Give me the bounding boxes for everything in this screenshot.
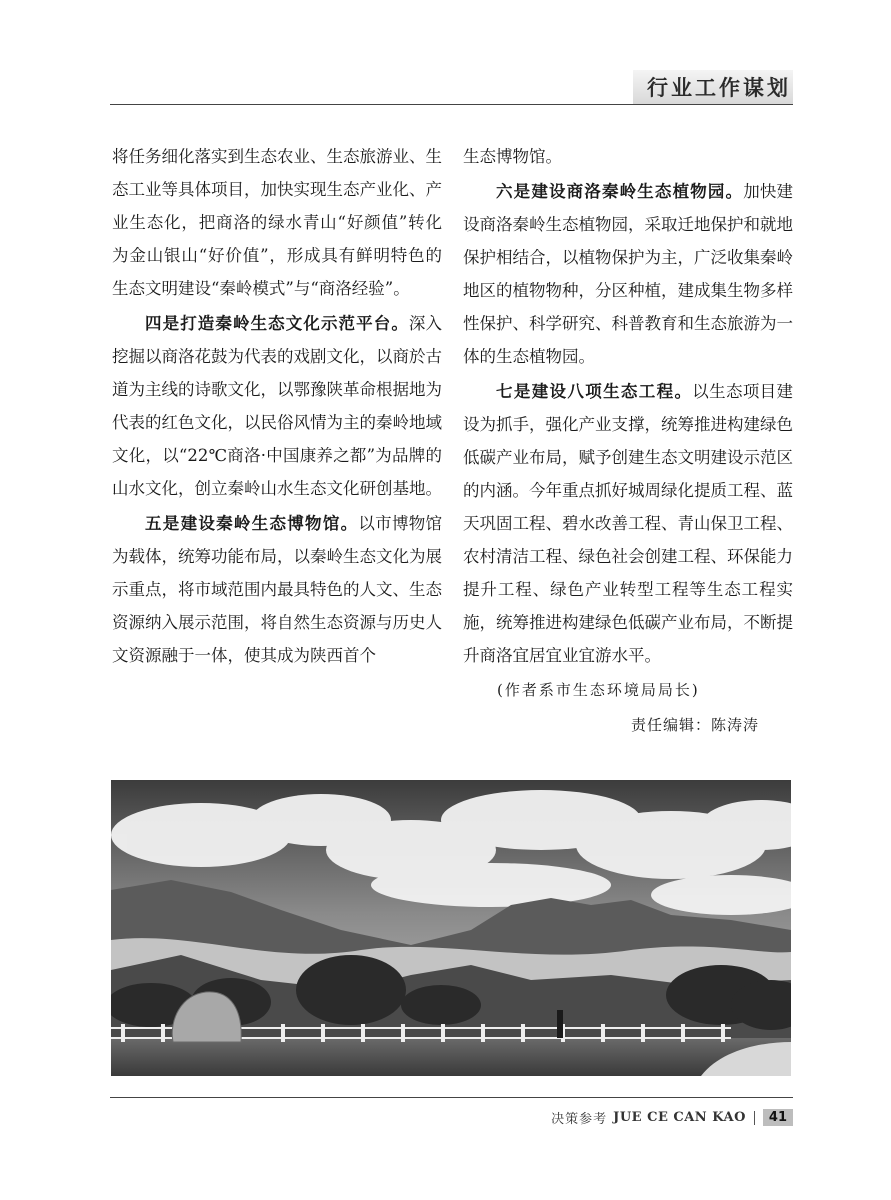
paragraph: 将任务细化落实到生态农业、生态旅游业、生态工业等具体项目，加快实现生态产业化、产业生态化，把商洛的绿水青山“好颜值”转化为金山银山“好价值”，形成具有鲜明特色的生态文明建设“秦岭模式”与“商洛经验”。 — [112, 147, 442, 298]
paragraph-body: 深入挖掘以商洛花鼓为代表的戏剧文化，以商於古道为主线的诗歌文化，以鄂豫陕革命根据地为代表的红色文化，以民俗风情为主的秦岭地域文化，以“22℃商洛·中国康养之都”为品牌的山水文化，创立秦岭山水生态文化研创基地。 — [112, 314, 442, 498]
footer-divider — [110, 1097, 793, 1098]
right-column — [463, 140, 793, 744]
paragraph-lead: 四是打造秦岭生态文化示范平台。 — [145, 314, 409, 333]
section-title: 行业工作谋划 — [647, 76, 791, 100]
magazine-name-latin: JUE CE CAN KAO — [613, 1110, 746, 1125]
paragraph-body: 以市博物馆为载体，统筹功能布局，以秦岭生态文化为展示重点，将市域范围内最具特色的人文、生态资源纳入展示范围，将自然生态资源与历史人文资源融于一体，使其成为陕西首个 — [112, 514, 442, 665]
page-number: 41 — [763, 1109, 793, 1126]
paragraph: 生态博物馆。 — [463, 147, 562, 166]
paragraph-lead: 五是建设秦岭生态博物馆。 — [145, 514, 359, 533]
editor-credit: 责任编辑：陈涛涛 — [630, 716, 759, 734]
magazine-name: 决策参考 — [551, 1112, 608, 1127]
paragraph-body: 加快建设商洛秦岭生态植物园，采取迁地保护和就地保护相结合，以植物保护为主，广泛收集秦岭地区的植物物种，分区种植，建成集生物多样性保护、科学研究、科普教育和生态旅游为一体的生态植物园。 — [463, 182, 793, 366]
paragraph — [112, 507, 442, 672]
header-divider — [110, 104, 793, 105]
footer-separator — [754, 1111, 755, 1125]
paragraph — [463, 375, 793, 672]
mountain-landscape-photo — [111, 780, 791, 1076]
paragraph-lead: 七是建设八项生态工程。 — [496, 382, 693, 401]
paragraph — [463, 175, 793, 373]
author-byline: (作者系市生态环境局局长) — [497, 681, 700, 699]
paragraph-body: 以生态项目建设为抓手，强化产业支撑，统筹推进构建绿色低碳产业布局，赋予创建生态文明建设示范区的内涵。今年重点抓好城周绿化提质工程、蓝天巩固工程、碧水改善工程、青山保卫工程、农村清洁工程、绿色社会创建工程、环保能力提升工程、绿色产业转型工程等生态工程实施，统筹推进构建绿色低碳产业布局，不断提升商洛宜居宜业宜游水平。 — [463, 382, 793, 665]
paragraph — [112, 307, 442, 505]
page-footer — [551, 1108, 793, 1127]
paragraph-lead: 六是建设商洛秦岭生态植物园。 — [496, 182, 744, 201]
left-column — [112, 140, 442, 674]
